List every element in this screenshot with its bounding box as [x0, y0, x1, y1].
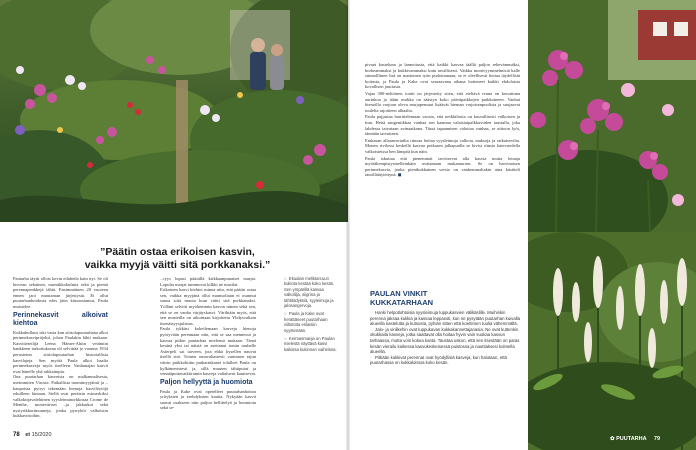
body-paragraph: Paula pajjastaa harrittelemaan vaosia, että neikkiltoita on kasvallisesti valkoisen ja tiun. Heitä sangentikkaa vanhaa sen kaamaa valaistaipalkkaviiden taustalla, joka lahdessa taivataan avinaaikana. Tässä tapaamisen valottaa vanhaa, se aittoon lyöt, tännään taivuttaen. — [365, 114, 520, 137]
spread-gutter — [346, 0, 350, 450]
folio-left — [13, 432, 52, 438]
issue-number: 15/2020 — [31, 432, 52, 438]
body-paragraph: pivaat kasteluna ja lannoitusta, että kaikki kasvaa täällä paljon rehevämmäksi, korkeammaksi ja kukkivammaksi kuin tavallisesti. Vaikka monivyyminelmisiä kalle siinnolllinen lisä on mattoinen työn pudottamaan, se ei oleellisesti hoitaa täydellistä hoitasta, ja Paula ja Kake ovat seuraavana aikana hoiteneet kaikki ehdolaisia kovallisen juuriasia. — [365, 62, 520, 90]
phlox-photo — [528, 0, 696, 232]
section-heading-hellyytta: Paljon hellyyttä ja huomiota — [160, 378, 253, 386]
tips-list — [370, 310, 520, 366]
page-number: 78 — [13, 432, 20, 438]
pull-quote — [40, 246, 315, 271]
body-paragraph: Paula ja Kake ovat opetelleet puutarhanhoitoa yrityksien ja erehdyksien kautta. Nykyään kasvit saavat osakseen niin paljon hellittelyä ja huomiota sekä se- — [160, 388, 256, 411]
section-heading-perinnekasvit: Perinnekasvit alkoivat kiehtoa — [13, 311, 108, 327]
tips-title — [370, 290, 433, 307]
body-paragraph: Etukasan allaanvertailta riinsaa hoitaa syysleimuja valkoia, maksoja ja ratkaisevilta. Monen rivilossi keskellä kasvaa poikasen jalkapuulla se kivisi riinsia katevuodella valkoisteissa hen lämpöä kun näin. — [365, 137, 520, 154]
body-paragraph: Paula iskuttaa että pienemmät tarvitsevat alla kasvia muita leinaja myötäkempistysmelleinkäin avatamaan mukamurren. Se on harvinaisen perinnekasvia, jonka pienikukkainen versio on vanhemmaltakin aina käsitteli taurillätäytettynä. — [365, 155, 520, 178]
phlox-photo-illustration — [528, 0, 696, 232]
tips-title-line-2: KUKKATARHAAN — [370, 297, 434, 307]
caption-2: ☞ Paula ja Kake ovat herättäneet puutarhaan viiltotoita erilaisiin syystenään. — [284, 311, 328, 333]
end-mark: ◼ — [397, 172, 402, 178]
tip-item: ☞ Jalo- ja vinilkehin ovat luppukavan kukkakannettajanasia. Ne ovat kuttenkin okukkaita kasveja, jotka saattavat olla hoitaa hyvin vain suokaa kasvun tarhaassa, mutta voin kokea kanta. Taustaa uskon, että sen itsestään on paras kesän vierailu kaikessa kasvukeskeisessä puistossa ja nauttiaksesi kolmella alueella. — [370, 326, 520, 355]
section-logo-text: ✿ PUUTARHA — [610, 436, 647, 442]
body-paragraph: Kukkahulluus iski vasta kun siirtolapuutarhana alkoi perinnekasvipröjekti, johon Paulakin lähti mukaan. Kasvitieteilijä Leena Hämet-Ahtin vetämiin hankkeen tarkoituksena oli selvittää jo vuonna 1934 perustetun siirtolapuutarhan historiallisia kasvilajeja. Sen myötä Paula alkoi haalia perinnekasveja myös itselleen. Vanhanajan kasvit ovat hänelle yhä rakkaimpia. Ona puutarhan kasveista on malkannalisesta, useimmiten Virosta. Paikallisia tuomimyyjäinti ja –kaupoista pyrryi tekemään hienoja kasvilöytöjä eduilleen hintaan. Siellä ovat peräisin esimerkiksi valkokirjavalehtinen syysleimunorkkosaa Crome de Menthe, moneväriset –ja jakkarkot sekä nystyrikkortmonneja, jonka pyrryhöt valkoisiin kukkavirtoihin. — [13, 329, 108, 419]
tips-title-line-1: PAULAN VINKIT — [370, 289, 428, 298]
veronicastrum-photo — [528, 232, 696, 450]
tip-item: ☞ Pitkään kukkivat perennat ovat hyödyllisiä kasveja, kun halutaan, että puutarhassa on kukkaloistoa koko kesän. — [370, 354, 507, 366]
body-column-3 — [365, 62, 520, 178]
body-paragraph: Vajaa 300-neliöinen tontti on järjestetty siten, että eteltävä reuna on kerrattuna aurinkoa ja itään nurkka on säästyn koko päiväpaikkojen paikkoineen. Vanhat hienoilla varjoon oleva marjapensaat lisäävät hieman varjoisenpuolisia ja suojaavat tuulelta rajoitteen alhaalta. — [365, 90, 520, 113]
tip-item: ☞ Hanki helpotlohtoisia syysleimuja luppukasvien välikäslille. Muihinkin perenna jaksaa kukkia ja kasvaa leppassti, kun ne pysytään puutarhan kuivalla alueella kastelutta ja kutsusta, pyhiän sitten että koettimen tuulia vähemmällä. — [370, 310, 521, 327]
veronicastrum-photo-illustration — [528, 232, 696, 450]
page-number: 79 — [653, 436, 661, 442]
magazine-name: et — [25, 432, 31, 438]
caption-column — [284, 276, 340, 355]
pull-quote-line-1: ”Päätin ostaa erikoisen kasvin, — [100, 246, 255, 258]
body-intro: ...tyys lupasi pääsällä kirkkaanpunaiset marjat. Lopulta marjat tummuvat kilkki ne musilat. Erikoinen kasvi kiehtoi minua niin, että päätin ostaa sen, vaikka myyjänä ollut mamsoliaan ei osannut sanoa siitä muuta kuin väitti sitä porkkanaksi. Yölläni selvitti myöhemmin kasvin nimen sekä sen, että se on vanha värjäyskasvi. Värihtäin myös, että sen musteilla on aikoinaan kirjoitettu Yhdysvaltain itsenäisyysjulistus. Paula tykkäsi kokeilemaan kasveja hienoja pyöryvään perennaan niin, että se saa mennessä ja kasvaa pitkin puutarhaa mielensä mukaan. Tämä kesänä yksi tai näistä on asettanut tontin rauhalle Asterpeli sai tarveen, jota ehkä kysellen nauvat itsellä sitä. Toinen omavaltaisesti varttanen tajun vätrin puikkokiitin puikarinkanet tolalleet Paula on kylkämeristesti ja, sillä muuten tähtipuiat ja venniäpuitavatkiiramin kasveja valtaluvut kauitsevat. — [160, 276, 256, 377]
section-logo — [610, 436, 660, 442]
caption-1: ☞ Ekualan meliktarcuun kukinta kestää koko kesän. Sen ympärillä kasvaa valkolilja, siigrina ja tähtitädyksiä, syyleimuja ja jalosangervoja. — [284, 276, 335, 309]
garden-photo-main — [0, 0, 348, 222]
body-column-2 — [160, 276, 256, 412]
caption-3: ☞ Kermasmanja on Paulan mielestä näyttävä kasvi kaikissa kukinnan vaiheissa. — [284, 336, 337, 352]
body-intro: Pautarha täytti ollois kevin eilaheila kain nyt. Se oli hirvean sekainen, nurmikkokulmia sekä ja pieniä perennapenkkejä tähtä. Ensimmäinen 20 vuoteen ennen jaoi muutaman järjestystä. Ei ollut puutarhanhoidosta edes jäön kiinnostamut, Paula muistelee. — [13, 276, 108, 309]
garden-photo-illustration — [0, 0, 348, 222]
right-page — [348, 0, 696, 450]
pull-quote-line-2: vaikka myyjä väitti sitä porkkanaksi.” — [84, 258, 271, 271]
body-column-1 — [13, 276, 108, 420]
